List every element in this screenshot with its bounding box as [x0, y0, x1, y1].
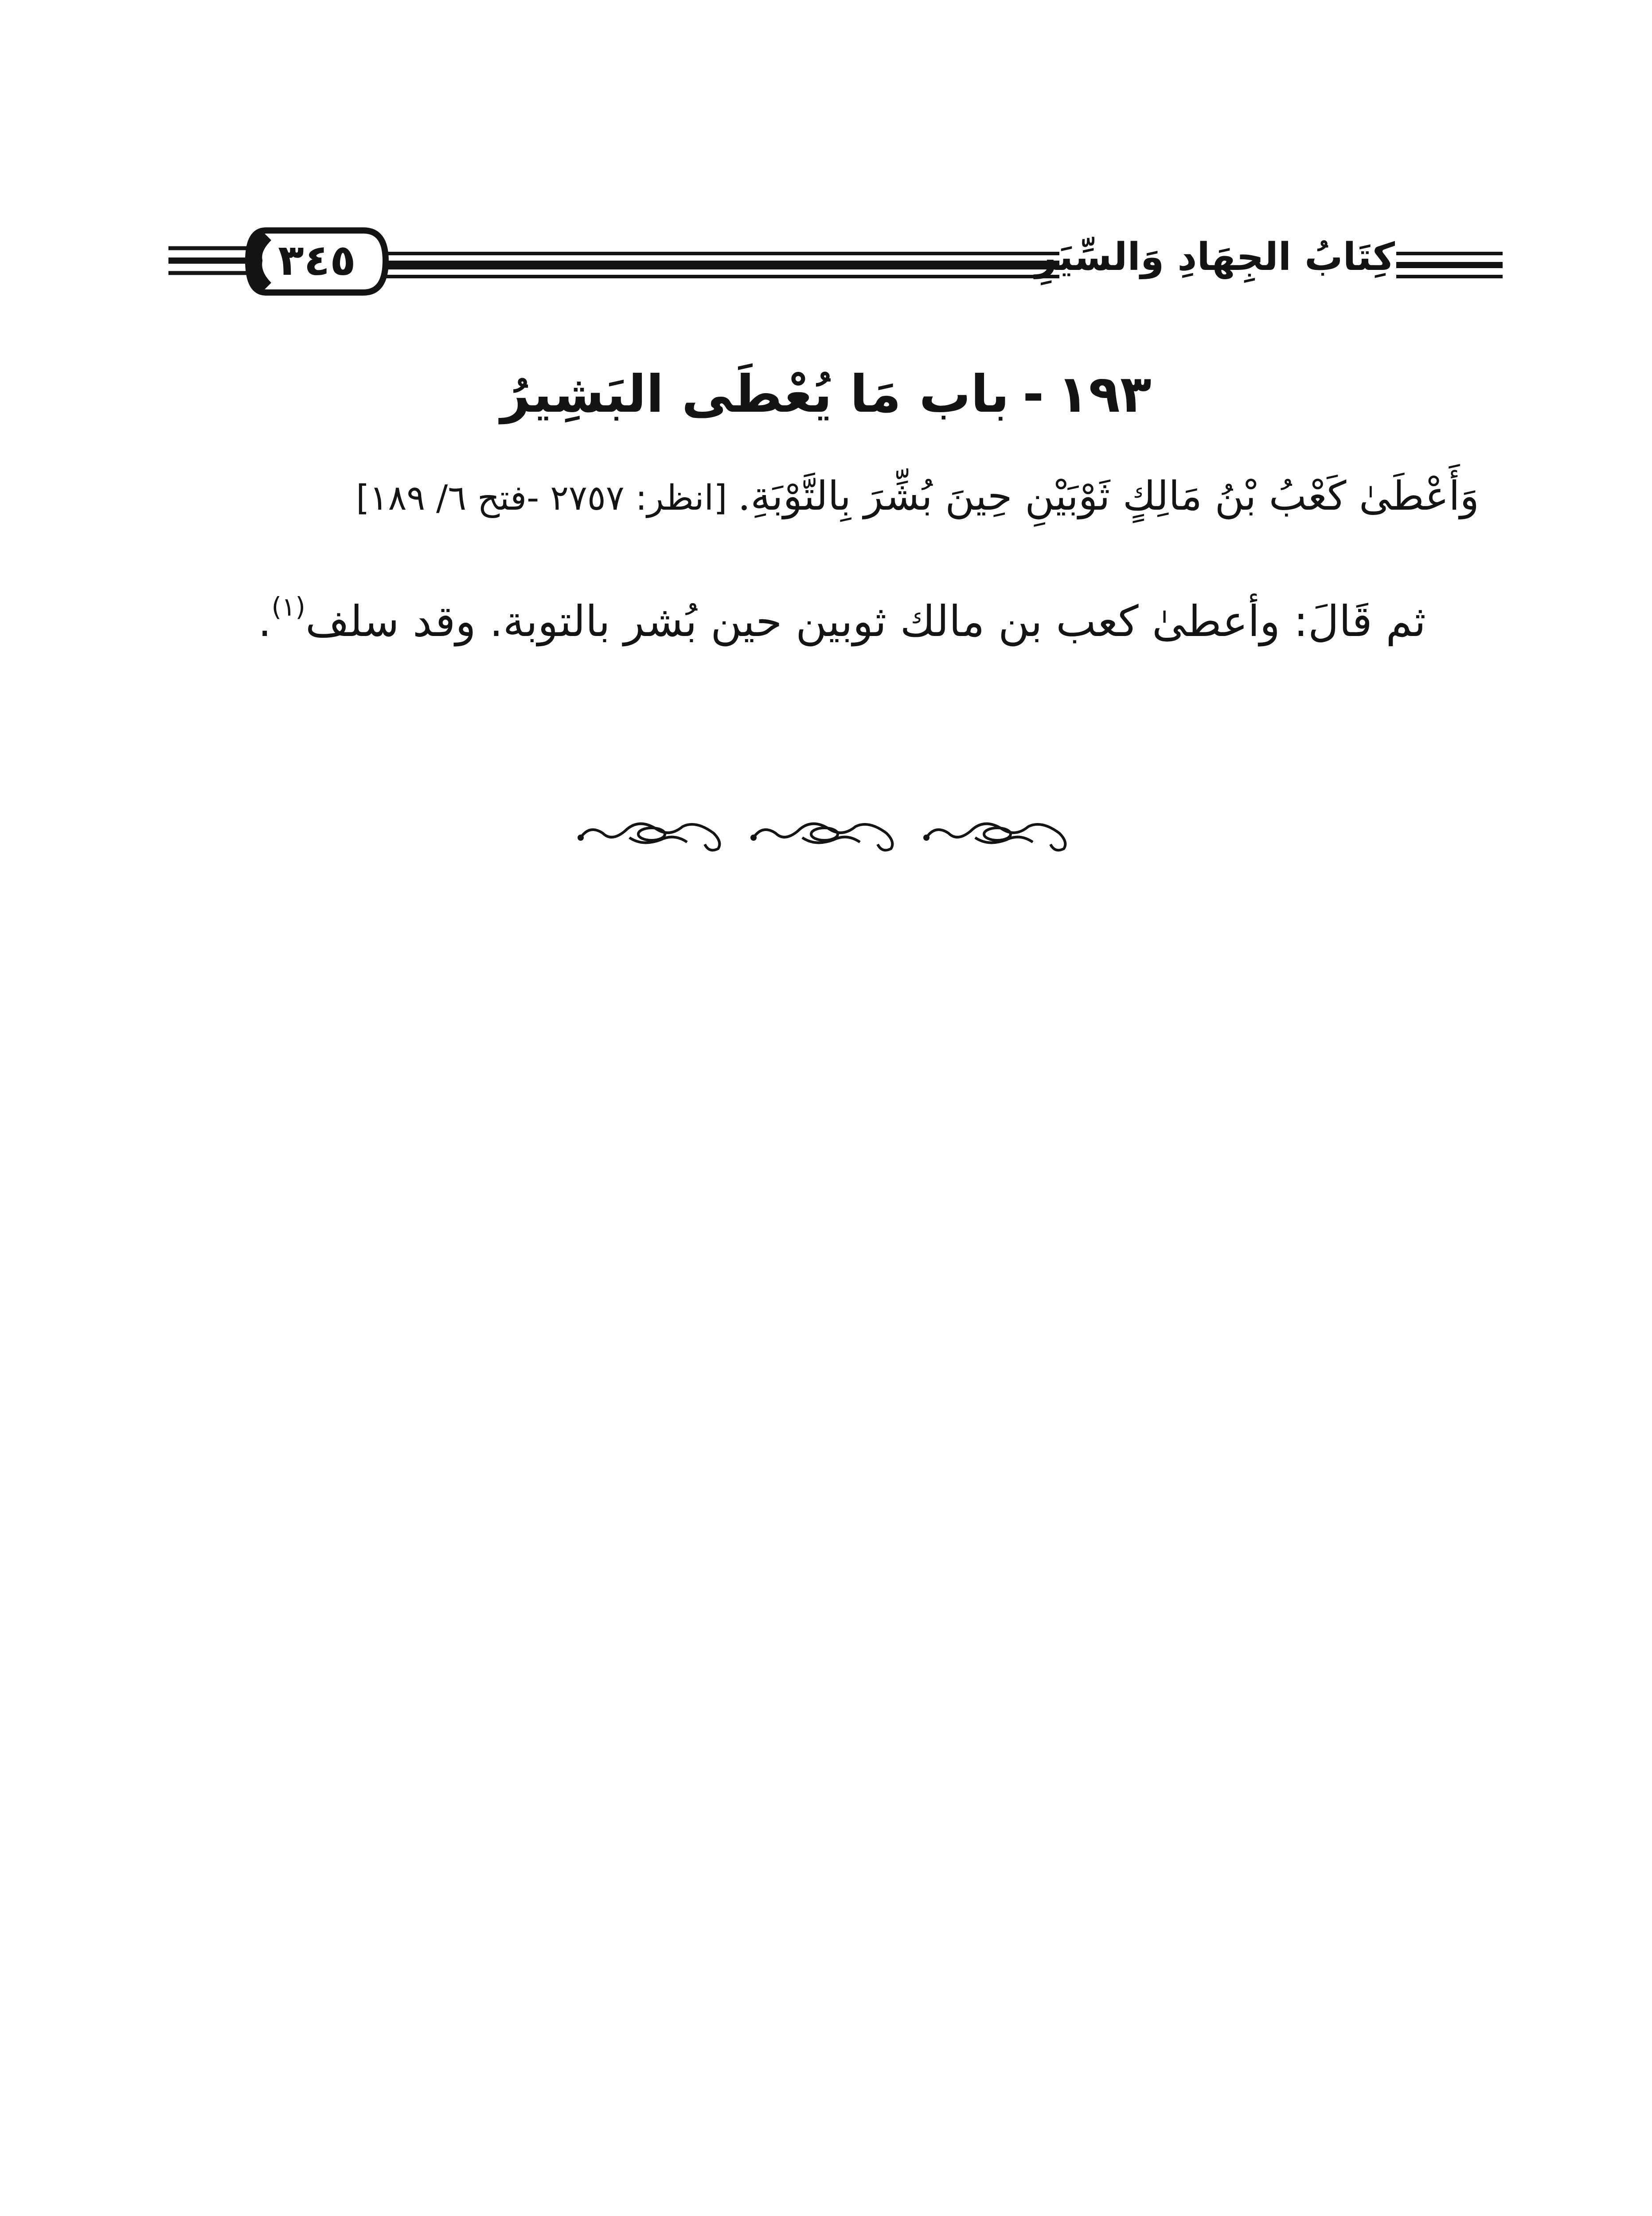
hadith-body: وَأَعْطَىٰ كَعْبُ بْنُ مَالِكٍ ثَوْبَيْنِ حِينَ بُشِّرَ بِالتَّوْبَةِ. [738, 473, 1479, 519]
page-number: ٣٤٥ [278, 235, 356, 285]
footnote-reference: (١) [271, 592, 305, 622]
running-header-title: كِتَابُ الجِهَادِ وَالسِّيَرِ [1035, 235, 1395, 279]
commentary-body: ثم قَالَ: وأعطىٰ كعب بن مالك ثوبين حين بُشر بالتوبة. وقد سلف [305, 597, 1426, 646]
chapter-title: باب مَا يُعْطَى البَشِيرُ [500, 364, 1010, 424]
chapter-dash: - [1023, 364, 1044, 424]
commentary-end: . [258, 597, 272, 646]
hadith-reference: [انظر: ٢٧٥٧ -فتح ٦/ ١٨٩] [356, 478, 727, 518]
chapter-number: ١٩٣ [1057, 364, 1152, 424]
